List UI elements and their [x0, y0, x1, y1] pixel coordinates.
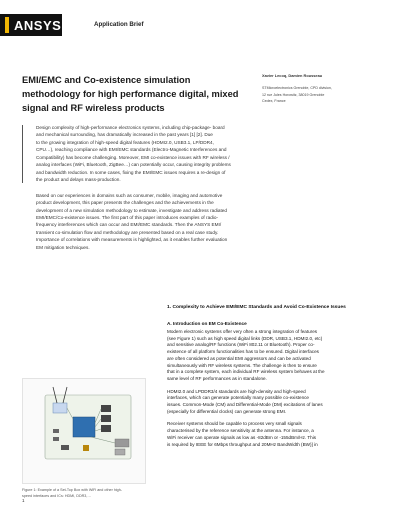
- text-line: simultaneously with RF wireless systems. The challenge is then to ensure: [167, 362, 317, 368]
- text-line: Importance of correlations with measurements is highlighted, as it enables further evaluation: [36, 237, 228, 243]
- ddr-chip: [101, 405, 111, 412]
- logo-text: ANSYS: [14, 17, 62, 33]
- ddr-chip: [101, 425, 111, 432]
- text-line: existence of all platform functionalities has to be ensured. Digital interfaces: [167, 349, 319, 355]
- text-line: Modern electronic systems offer very often a strong integration of features: [167, 329, 318, 334]
- text-line: development of a new simulation methodology to estimate, investigate and address radiated: [36, 207, 227, 213]
- authors: Xavier Lecoq, Damien Rousseau: [262, 73, 323, 78]
- figure-caption: [22, 488, 147, 499]
- affiliation-line: 12 rue Jules Horowitz, 38019 Grenoble: [262, 92, 325, 97]
- text-line: are often considered as potential EMI aggressors and can be activated: [167, 355, 311, 361]
- set-top-box-diagram: [23, 379, 147, 485]
- text-line: same level of RF performances as in standalone.: [167, 375, 267, 381]
- text-line: transient co-simulation flow and methodology are presented based on a real case study.: [36, 229, 219, 235]
- page-number: 1: [22, 498, 25, 503]
- affiliation-line: STMicroelectronics Grenoble, CPD division,: [262, 86, 332, 90]
- text-line: that in a complete system, each individual RF wireless system behaves at the: [167, 369, 325, 375]
- text-line: and sensitive analog/RF functions (WiFi 802.11 or Bluetooth). Proper co-: [167, 342, 315, 348]
- section-title: 1. Complexity to Achieve EMI/EMC Standards and Avoid Co-Existence Issues: [167, 305, 346, 310]
- text-line: CPU…), reaching compliance with EMI/EMC standards (Electro-Magnetic Interferences and: [36, 147, 227, 153]
- abstract: [36, 124, 381, 251]
- abstract-paragraph: [36, 192, 381, 252]
- ansys-logo: [0, 14, 62, 36]
- text-line: product development, this paper presents the challenges and the achievements in the: [36, 200, 214, 206]
- text-line: characterised by the reference sensitivity at the antenna. For instance, a: [167, 428, 314, 434]
- hdmi-connector: [115, 439, 129, 447]
- body-text: [167, 329, 387, 448]
- text-line: and mechanical surrounding, has dramatically increased in the past years [1] [2]. Due: [36, 132, 213, 138]
- text-line: issues. Common-Mode (CM) and Differential-Mode (DM) excitations of lanes: [167, 402, 323, 408]
- component: [61, 445, 69, 450]
- text-line: (see Figure 1) such as high speed digital links (DDR, USB3.1, HDMI2.0, etc): [167, 335, 323, 341]
- text-line: the product and delays mass-production.: [36, 177, 121, 183]
- text-line: Based on our experiences in domains such as consumer, mobile, imaging and automotive: [36, 192, 223, 198]
- body-paragraph: [167, 329, 387, 383]
- text-line: interfaces, which can generate potentially many possible co-existence: [167, 395, 309, 401]
- text-line: to the growing integration of high-speed digital features (HDMI2.0, USB3.1, LP/DDR4,: [36, 139, 214, 145]
- usb-connector: [115, 449, 125, 455]
- affiliation: [262, 85, 377, 105]
- caption-line: Figure 1: Example of a Set-Top Box with WiFi and other high-: [22, 488, 123, 492]
- text-line: EMI/EMC/Co-existence issues. The first part of this paper introduces examples of radio-: [36, 214, 219, 220]
- component: [53, 429, 59, 433]
- text-line: (especially for differential clocks) can generate strong EMI.: [167, 408, 287, 414]
- body-paragraph: [167, 389, 387, 416]
- ddr-chip: [101, 415, 111, 422]
- text-line: Receiver systems should be capable to process very small signals: [167, 421, 302, 427]
- text-line: HDMI2.0 and LPDDR3/4 standards are high-density and high-speed: [167, 388, 306, 394]
- paper-title: EMI/EMC and Co-existence simulation methodology for high performance digital, mixed signal and RF wireless products: [22, 75, 239, 113]
- logo-accent-bar: [5, 17, 9, 33]
- text-line: Design complexity of high-performance electronics systems, including chip-package- board: [36, 125, 225, 130]
- wifi-module: [53, 403, 67, 413]
- text-line: is required by IEEE for 6Mbps throughput and 20MHz BandWidth (BW)] in: [167, 441, 318, 447]
- figure-set-top-box: [22, 378, 146, 484]
- soc-chip: [73, 417, 95, 437]
- document-type: Application Brief: [94, 21, 144, 28]
- component: [83, 445, 89, 451]
- text-line: and bandwidth reduction. In some cases, fixing the EMI/EMC issues requires a re-design of: [36, 169, 226, 175]
- text-line: Compatibility) has become challenging. Moreover, EMI co-existence issues with RF wireless /: [36, 154, 230, 160]
- text-line: EM mitigation techniques.: [36, 244, 90, 250]
- text-line: analog interfaces (WiFi, Bluetooth, ZigBee…) can potentially occur, causing integrity problems: [36, 162, 231, 168]
- abstract-paragraph: [36, 124, 381, 184]
- text-line: WiFi receiver can operate signals as low as -82dBm or -155dBm/Hz. This: [167, 434, 317, 440]
- body-paragraph: [167, 421, 387, 448]
- abstract-rule: [22, 125, 23, 183]
- component: [53, 437, 59, 441]
- affiliation-line: Cedex, France: [262, 99, 286, 104]
- caption-line: speed interfaces and ICs: HDMI, DDR3,…: [22, 493, 92, 498]
- subsection-title: A. Introduction on EM Co-Existence: [167, 321, 247, 326]
- text-line: frequency interferences which can occur and EMI/EMC standards. Then the ANSYS EMI/: [36, 222, 222, 228]
